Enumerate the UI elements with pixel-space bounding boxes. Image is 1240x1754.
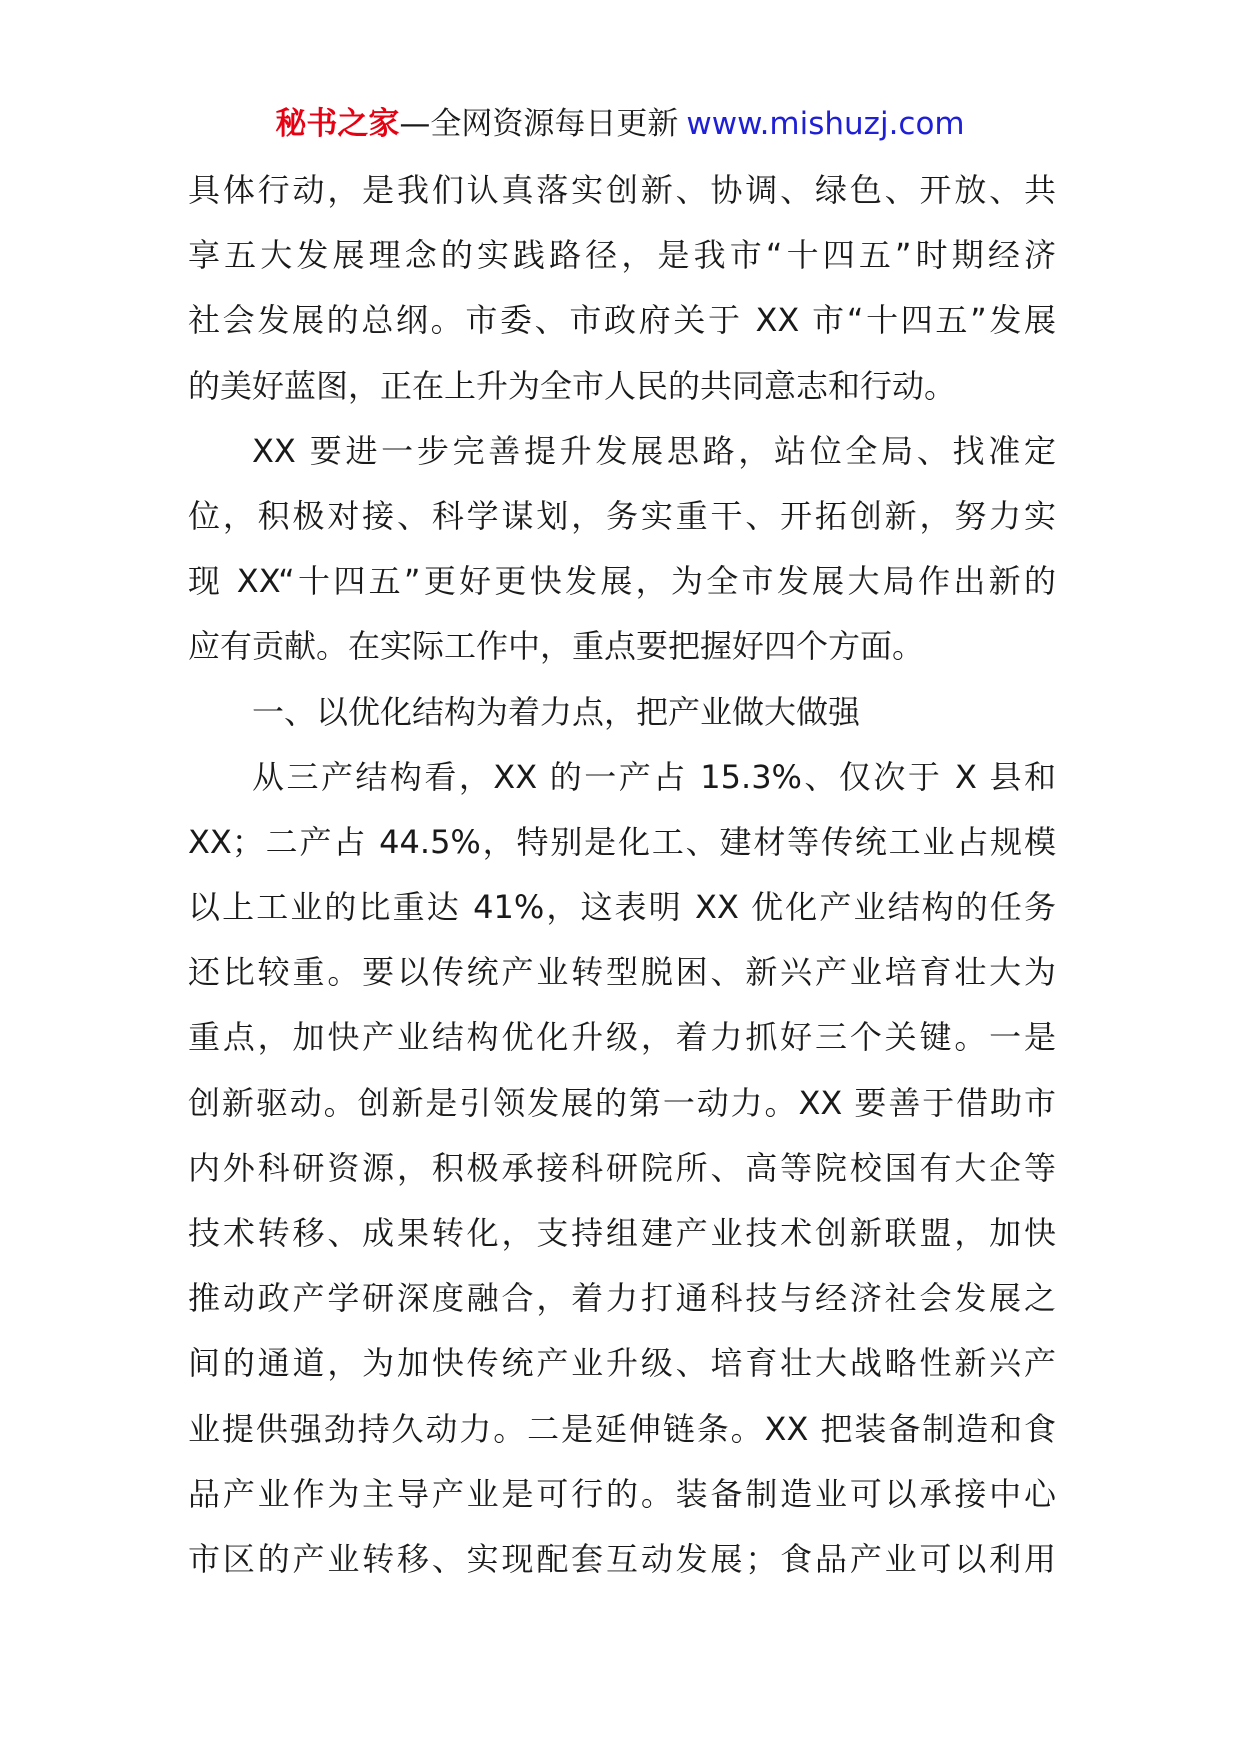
text-line: 一、以优化结构为着力点，把产业做大做强 (252, 692, 861, 731)
text-line: XX；二产占 44.5%，特别是化工、建材等传统工业占规模 (188, 822, 1056, 861)
text-line: 应有贡献。在实际工作中，重点要把握好四个方面。 (188, 627, 925, 666)
text-line: 现 XX“十四五”更好更快发展，为全市发展大局作出新的 (188, 562, 1056, 601)
text-line: 重点，加快产业结构优化升级，着力抓好三个关键。一是 (188, 1018, 1056, 1057)
text-line: 享五大发展理念的实践路径，是我市“十四五”时期经济 (188, 236, 1056, 275)
text-line: 间的通道，为加快传统产业升级、培育壮大战略性新兴产 (188, 1344, 1056, 1383)
text-line: 市区的产业转移、实现配套互动发展；食品产业可以利用 (188, 1539, 1056, 1578)
text-line: 位，积极对接、科学谋划，务实重干、开拓创新，努力实 (188, 496, 1056, 535)
text-line: 还比较重。要以传统产业转型脱困、新兴产业培育壮大为 (188, 953, 1056, 992)
text-line: 以上工业的比重达 41%，这表明 XX 优化产业结构的任务 (188, 888, 1056, 927)
text-line: 内外科研资源，积极承接科研院所、高等院校国有大企等 (188, 1148, 1056, 1187)
text-line: 的美好蓝图，正在上升为全市人民的共同意志和行动。 (188, 366, 957, 405)
text-line: XX 要进一步完善提升发展思路，站位全局、找准定 (252, 431, 1056, 470)
text-line: 业提供强劲持久动力。二是延伸链条。XX 把装备制造和食 (188, 1409, 1056, 1448)
header-slogan: —全网资源每日更新 (399, 106, 679, 142)
text-line: 创新驱动。创新是引领发展的第一动力。XX 要善于借助市 (188, 1083, 1056, 1122)
text-line: 具体行动，是我们认真落实创新、协调、绿色、开放、共 (188, 171, 1056, 209)
text-line: 技术转移、成果转化，支持组建产业技术创新联盟，加快 (188, 1214, 1056, 1252)
page-header (0, 104, 1240, 144)
brand-name: 秘书之家 (275, 106, 400, 142)
text-line: 推动政产学研深度融合，着力打通科技与经济社会发展之 (188, 1279, 1056, 1318)
text-line: 社会发展的总纲。市委、市政府关于 XX 市“十四五”发展 (188, 301, 1056, 340)
document-body (188, 158, 1056, 1592)
text-line: 从三产结构看，XX 的一产占 15.3%、仅次于 X 县和 (252, 757, 1056, 796)
site-url-link[interactable]: www.mishuzj.com (686, 106, 965, 142)
text-line: 品产业作为主导产业是可行的。装备制造业可以承接中心 (188, 1474, 1056, 1513)
